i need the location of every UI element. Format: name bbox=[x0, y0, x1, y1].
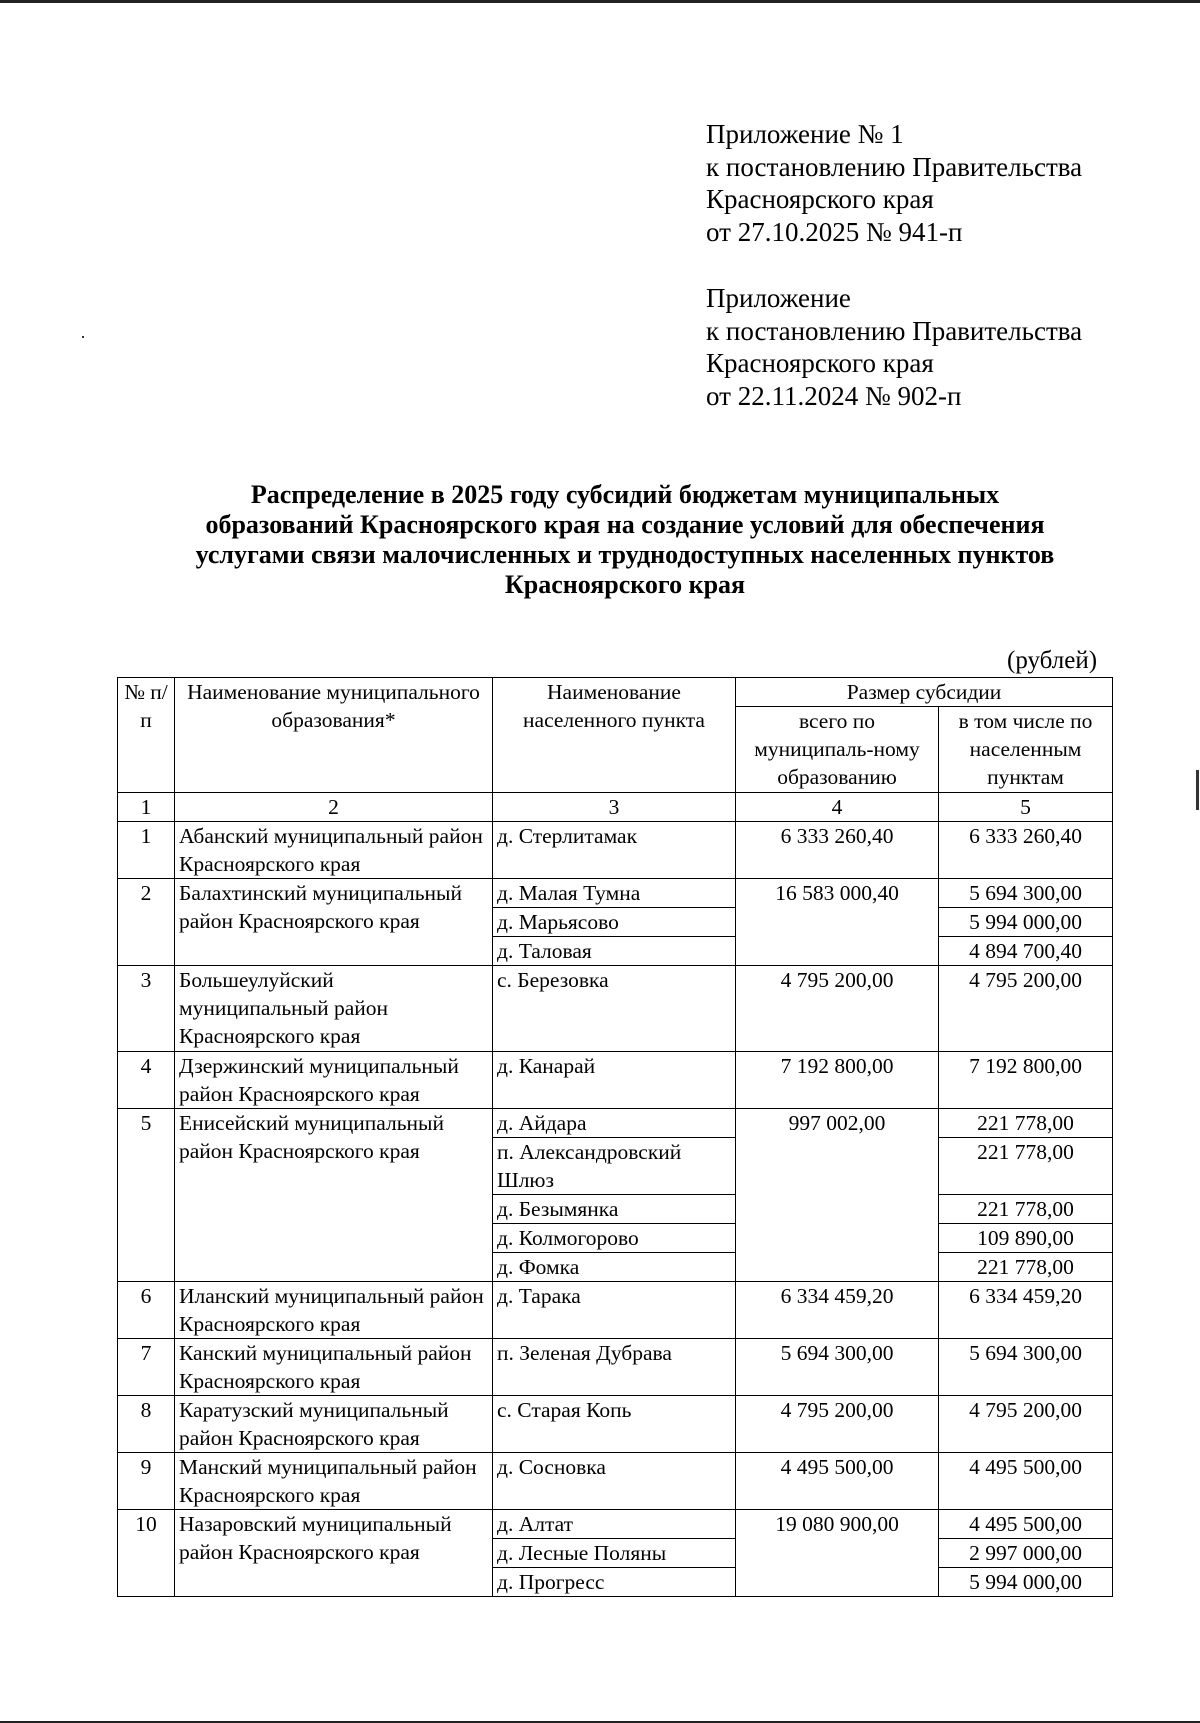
column-number: 1 bbox=[118, 793, 175, 822]
municipality-total: 997 002,00 bbox=[736, 1109, 939, 1282]
settlement-amount: 2 997 000,00 bbox=[939, 1539, 1113, 1568]
table-row bbox=[118, 1052, 1113, 1109]
table-row bbox=[118, 1282, 1113, 1339]
municipality-name: Манский муниципальный район Красноярского края bbox=[175, 1453, 493, 1510]
municipality-name: Большеулуйский муниципальный район Красноярского края bbox=[175, 966, 493, 1052]
settlement-amount: 5 694 300,00 bbox=[939, 1339, 1113, 1396]
row-number: 1 bbox=[118, 822, 175, 879]
municipality-total: 4 795 200,00 bbox=[736, 1396, 939, 1453]
settlement-name: д. Тарака bbox=[493, 1282, 736, 1339]
settlement-name: с. Березовка bbox=[493, 966, 736, 1052]
municipality-name: Балахтинский муниципальный район Красноярского края bbox=[175, 879, 493, 966]
settlement-amount: 221 778,00 bbox=[939, 1109, 1113, 1138]
title-line: Красноярского края bbox=[504, 570, 746, 599]
settlement-amount: 4 795 200,00 bbox=[939, 966, 1113, 1052]
settlement-amount: 6 333 260,40 bbox=[939, 822, 1113, 879]
municipality-total: 19 080 900,00 bbox=[736, 1510, 939, 1597]
settlement-name: д. Айдара bbox=[493, 1109, 736, 1138]
column-number: 4 bbox=[736, 793, 939, 822]
settlement-amount: 221 778,00 bbox=[939, 1253, 1113, 1282]
header-total: всего по муниципаль-ному образованию bbox=[736, 707, 939, 793]
column-number: 3 bbox=[493, 793, 736, 822]
scan-border-top bbox=[0, 0, 1200, 3]
settlement-name: д. Лесные Поляны bbox=[493, 1539, 736, 1568]
settlement-amount: 4 795 200,00 bbox=[939, 1396, 1113, 1453]
settlement-amount: 5 694 300,00 bbox=[939, 879, 1113, 908]
settlement-name: д. Прогресс bbox=[493, 1568, 736, 1597]
municipality-name: Канский муниципальный район Красноярского края bbox=[175, 1339, 493, 1396]
document-title bbox=[100, 480, 1150, 600]
settlement-amount: 5 994 000,00 bbox=[939, 908, 1113, 937]
settlement-amount: 221 778,00 bbox=[939, 1195, 1113, 1224]
settlement-amount: 109 890,00 bbox=[939, 1224, 1113, 1253]
settlement-name: д. Безымянка bbox=[493, 1195, 736, 1224]
row-number: 4 bbox=[118, 1052, 175, 1109]
table-row bbox=[118, 1510, 1113, 1539]
settlement-name: д. Алтат bbox=[493, 1510, 736, 1539]
row-number: 8 bbox=[118, 1396, 175, 1453]
settlement-name: д. Колмогорово bbox=[493, 1224, 736, 1253]
municipality-total: 7 192 800,00 bbox=[736, 1052, 939, 1109]
column-number: 2 bbox=[175, 793, 493, 822]
title-line: образований Красноярского края на создание условий для обеспечения bbox=[205, 510, 1045, 539]
settlement-name: п. Зеленая Дубрава bbox=[493, 1339, 736, 1396]
settlement-amount: 7 192 800,00 bbox=[939, 1052, 1113, 1109]
header-num: № п/п bbox=[118, 678, 175, 793]
title-line: услугами связи малочисленных и труднодоступных населенных пунктов bbox=[195, 540, 1055, 569]
municipality-name: Дзержинский муниципальный район Красноярского края bbox=[175, 1052, 493, 1109]
table-row bbox=[118, 1396, 1113, 1453]
appendix-previous bbox=[706, 282, 1186, 413]
units-label: (рублей) bbox=[1007, 647, 1098, 674]
header-municipality: Наименование муниципального образования* bbox=[175, 678, 493, 793]
settlement-name: д. Фомка bbox=[493, 1253, 736, 1282]
row-number: 5 bbox=[118, 1109, 175, 1282]
header-settlement: Наименование населенного пункта bbox=[493, 678, 736, 793]
municipality-name: Назаровский муниципальный район Красноярского края bbox=[175, 1510, 493, 1597]
appendix-current-line: от 27.10.2025 № 941-п bbox=[706, 217, 963, 248]
header-by-settlement: в том числе по населенным пунктам bbox=[939, 707, 1113, 793]
appendix-current bbox=[706, 118, 1186, 249]
row-number: 6 bbox=[118, 1282, 175, 1339]
row-number: 10 bbox=[118, 1510, 175, 1597]
appendix-current-line: к постановлению Правительства bbox=[706, 151, 1083, 182]
municipality-name: Иланский муниципальный район Красноярского края bbox=[175, 1282, 493, 1339]
row-number: 7 bbox=[118, 1339, 175, 1396]
settlement-name: д. Стерлитамак bbox=[493, 822, 736, 879]
municipality-name: Абанский муниципальный район Красноярского края bbox=[175, 822, 493, 879]
table-row bbox=[118, 1453, 1113, 1510]
settlement-name: д. Канарай bbox=[493, 1052, 736, 1109]
column-number-row bbox=[118, 793, 1113, 822]
settlement-name: д. Сосновка bbox=[493, 1453, 736, 1510]
settlement-amount: 5 994 000,00 bbox=[939, 1568, 1113, 1597]
municipality-name: Каратузский муниципальный район Красноярского края bbox=[175, 1396, 493, 1453]
municipality-total: 6 333 260,40 bbox=[736, 822, 939, 879]
appendix-previous-line: к постановлению Правительства bbox=[706, 315, 1083, 346]
column-number: 5 bbox=[939, 793, 1113, 822]
table-row bbox=[118, 822, 1113, 879]
row-number: 9 bbox=[118, 1453, 175, 1510]
row-number: 3 bbox=[118, 966, 175, 1052]
municipality-name: Енисейский муниципальный район Красноярского края bbox=[175, 1109, 493, 1282]
settlement-name: с. Старая Копь bbox=[493, 1396, 736, 1453]
settlement-amount: 6 334 459,20 bbox=[939, 1282, 1113, 1339]
settlement-name: п. Александровский Шлюз bbox=[493, 1138, 736, 1195]
municipality-total: 4 795 200,00 bbox=[736, 966, 939, 1052]
table-row bbox=[118, 879, 1113, 908]
table-row bbox=[118, 966, 1113, 1052]
settlement-name: д. Малая Тумна bbox=[493, 879, 736, 908]
appendix-previous-line: от 22.11.2024 № 902-п bbox=[706, 381, 962, 412]
subsidy-table bbox=[117, 677, 1113, 1597]
table-row bbox=[118, 1109, 1113, 1138]
municipality-total: 5 694 300,00 bbox=[736, 1339, 939, 1396]
municipality-total: 6 334 459,20 bbox=[736, 1282, 939, 1339]
appendix-previous-line: Красноярского края bbox=[706, 348, 934, 379]
settlement-amount: 4 894 700,40 bbox=[939, 937, 1113, 966]
settlement-name: д. Марьясово bbox=[493, 908, 736, 937]
municipality-total: 4 495 500,00 bbox=[736, 1453, 939, 1510]
table-row bbox=[118, 1339, 1113, 1396]
scan-edge-mark bbox=[1196, 770, 1199, 810]
settlement-amount: 221 778,00 bbox=[939, 1138, 1113, 1195]
municipality-total: 16 583 000,40 bbox=[736, 879, 939, 966]
row-number: 2 bbox=[118, 879, 175, 966]
scan-speck bbox=[82, 336, 84, 338]
settlement-amount: 4 495 500,00 bbox=[939, 1510, 1113, 1539]
appendix-current-line: Красноярского края bbox=[706, 184, 934, 215]
header-subsidy: Размер субсидии bbox=[736, 678, 1113, 707]
settlement-amount: 4 495 500,00 bbox=[939, 1453, 1113, 1510]
appendix-current-line: Приложение № 1 bbox=[706, 119, 904, 149]
title-line: Распределение в 2025 году субсидий бюджетам муниципальных bbox=[250, 480, 1000, 509]
settlement-name: д. Таловая bbox=[493, 937, 736, 966]
appendix-previous-line: Приложение bbox=[706, 283, 851, 313]
